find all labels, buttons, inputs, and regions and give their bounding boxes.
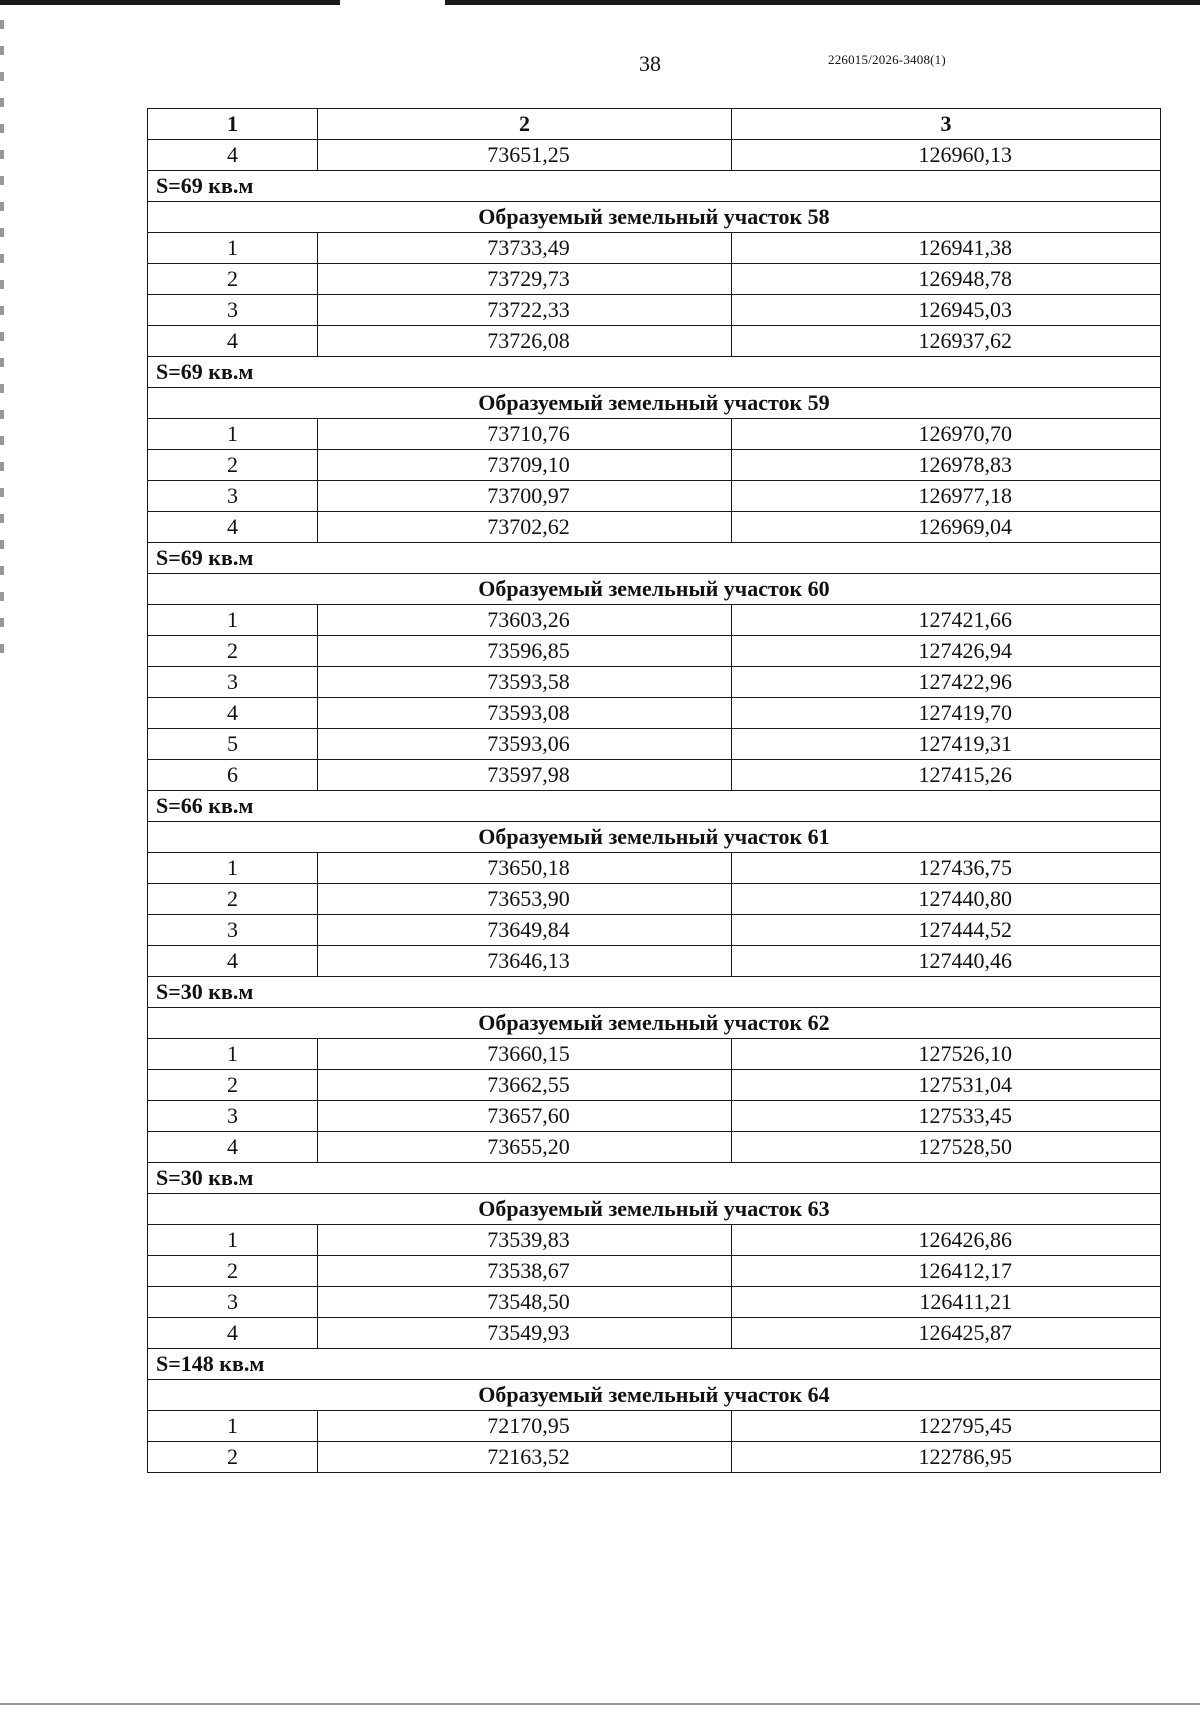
point-number-cell: 4 [148,946,318,977]
point-number-cell: 1 [148,1411,318,1442]
plot-title-row [148,1008,1161,1039]
point-number-cell: 5 [148,729,318,760]
x-coordinate-cell: 73593,06 [318,729,732,760]
plot-title: Образуемый земельный участок 61 [148,822,1161,853]
table-header-row [148,109,1161,140]
point-number-cell: 2 [148,450,318,481]
x-coordinate-cell: 73657,60 [318,1101,732,1132]
area-row [148,1163,1161,1194]
point-number-cell: 4 [148,326,318,357]
point-number-cell: 3 [148,1101,318,1132]
point-number-cell: 2 [148,1256,318,1287]
table-row [148,729,1161,760]
x-coordinate-cell: 73603,26 [318,605,732,636]
table-row [148,1225,1161,1256]
plot-title-row [148,1194,1161,1225]
point-number-cell: 2 [148,1442,318,1473]
y-coordinate-cell: 126426,86 [732,1225,1161,1256]
table-row [148,636,1161,667]
y-coordinate-cell: 127415,26 [732,760,1161,791]
point-number-cell: 3 [148,295,318,326]
table-row [148,1039,1161,1070]
point-number-cell: 1 [148,1225,318,1256]
x-coordinate-cell: 73593,58 [318,667,732,698]
scan-left-edge-marks [0,20,4,660]
y-coordinate-cell: 126425,87 [732,1318,1161,1349]
point-number-cell: 3 [148,481,318,512]
area-row [148,543,1161,574]
table-row [148,295,1161,326]
table-row [148,1318,1161,1349]
x-coordinate-cell: 72170,95 [318,1411,732,1442]
table-row [148,326,1161,357]
point-number-cell: 4 [148,140,318,171]
area-row [148,791,1161,822]
table-row [148,140,1161,171]
area-label: S=30 кв.м [148,977,1161,1008]
area-row [148,357,1161,388]
y-coordinate-cell: 127422,96 [732,667,1161,698]
point-number-cell: 4 [148,512,318,543]
y-coordinate-cell: 126411,21 [732,1287,1161,1318]
y-coordinate-cell: 127444,52 [732,915,1161,946]
table-row [148,233,1161,264]
point-number-cell: 3 [148,667,318,698]
x-coordinate-cell: 73653,90 [318,884,732,915]
table-row [148,1132,1161,1163]
plot-title-row [148,202,1161,233]
point-number-cell: 2 [148,264,318,295]
x-coordinate-cell: 73729,73 [318,264,732,295]
y-coordinate-cell: 122795,45 [732,1411,1161,1442]
y-coordinate-cell: 126960,13 [732,140,1161,171]
x-coordinate-cell: 73702,62 [318,512,732,543]
x-coordinate-cell: 73726,08 [318,326,732,357]
table-row [148,1101,1161,1132]
table-row [148,1287,1161,1318]
point-number-cell: 4 [148,1318,318,1349]
y-coordinate-cell: 126948,78 [732,264,1161,295]
x-coordinate-cell: 73662,55 [318,1070,732,1101]
area-label: S=148 кв.м [148,1349,1161,1380]
point-number-cell: 6 [148,760,318,791]
y-coordinate-cell: 127440,80 [732,884,1161,915]
y-coordinate-cell: 126970,70 [732,419,1161,450]
y-coordinate-cell: 127421,66 [732,605,1161,636]
table-row [148,667,1161,698]
y-coordinate-cell: 127531,04 [732,1070,1161,1101]
table-row [148,1411,1161,1442]
y-coordinate-cell: 127419,31 [732,729,1161,760]
coordinates-table [147,108,1161,1473]
area-label: S=69 кв.м [148,171,1161,202]
scan-top-rule [0,0,1200,5]
y-coordinate-cell: 122786,95 [732,1442,1161,1473]
plot-title: Образуемый земельный участок 62 [148,1008,1161,1039]
table-row [148,915,1161,946]
area-row [148,171,1161,202]
y-coordinate-cell: 126941,38 [732,233,1161,264]
y-coordinate-cell: 126937,62 [732,326,1161,357]
table-row [148,1256,1161,1287]
x-coordinate-cell: 73597,98 [318,760,732,791]
x-coordinate-cell: 73722,33 [318,295,732,326]
plot-title-row [148,1380,1161,1411]
area-row [148,977,1161,1008]
point-number-cell: 1 [148,605,318,636]
y-coordinate-cell: 126969,04 [732,512,1161,543]
y-coordinate-cell: 127526,10 [732,1039,1161,1070]
x-coordinate-cell: 73700,97 [318,481,732,512]
point-number-cell: 1 [148,1039,318,1070]
table-row [148,760,1161,791]
plot-title: Образуемый земельный участок 63 [148,1194,1161,1225]
x-coordinate-cell: 73549,93 [318,1318,732,1349]
y-coordinate-cell: 127436,75 [732,853,1161,884]
x-coordinate-cell: 73548,50 [318,1287,732,1318]
table-row [148,605,1161,636]
area-label: S=30 кв.м [148,1163,1161,1194]
header-cell-x: 2 [318,109,732,140]
y-coordinate-cell: 127440,46 [732,946,1161,977]
plot-title-row [148,388,1161,419]
area-label: S=69 кв.м [148,357,1161,388]
table-row [148,1442,1161,1473]
table-row [148,946,1161,977]
point-number-cell: 2 [148,1070,318,1101]
plot-title: Образуемый земельный участок 64 [148,1380,1161,1411]
scan-top-rule-gap [340,0,445,5]
x-coordinate-cell: 73709,10 [318,450,732,481]
x-coordinate-cell: 72163,52 [318,1442,732,1473]
table-row [148,512,1161,543]
x-coordinate-cell: 73650,18 [318,853,732,884]
plot-title: Образуемый земельный участок 59 [148,388,1161,419]
x-coordinate-cell: 73539,83 [318,1225,732,1256]
x-coordinate-cell: 73593,08 [318,698,732,729]
table-row [148,884,1161,915]
point-number-cell: 1 [148,419,318,450]
point-number-cell: 1 [148,233,318,264]
y-coordinate-cell: 127426,94 [732,636,1161,667]
table-row [148,419,1161,450]
x-coordinate-cell: 73538,67 [318,1256,732,1287]
point-number-cell: 3 [148,915,318,946]
y-coordinate-cell: 126977,18 [732,481,1161,512]
table-row [148,450,1161,481]
x-coordinate-cell: 73651,25 [318,140,732,171]
y-coordinate-cell: 127533,45 [732,1101,1161,1132]
y-coordinate-cell: 127419,70 [732,698,1161,729]
area-label: S=69 кв.м [148,543,1161,574]
plot-title-row [148,822,1161,853]
table-row [148,1070,1161,1101]
point-number-cell: 4 [148,698,318,729]
plot-title: Образуемый земельный участок 60 [148,574,1161,605]
x-coordinate-cell: 73660,15 [318,1039,732,1070]
point-number-cell: 1 [148,853,318,884]
area-row [148,1349,1161,1380]
page-number: 38 [639,51,661,76]
scan-bottom-rule [0,1703,1200,1705]
header-cell-y: 3 [732,109,1161,140]
document-code: 226015/2026-3408(1) [828,52,946,67]
plot-title: Образуемый земельный участок 58 [148,202,1161,233]
table-row [148,698,1161,729]
plot-title-row [148,574,1161,605]
y-coordinate-cell: 126945,03 [732,295,1161,326]
x-coordinate-cell: 73646,13 [318,946,732,977]
x-coordinate-cell: 73596,85 [318,636,732,667]
x-coordinate-cell: 73710,76 [318,419,732,450]
point-number-cell: 3 [148,1287,318,1318]
x-coordinate-cell: 73655,20 [318,1132,732,1163]
table-row [148,264,1161,295]
table-row [148,481,1161,512]
x-coordinate-cell: 73649,84 [318,915,732,946]
point-number-cell: 4 [148,1132,318,1163]
x-coordinate-cell: 73733,49 [318,233,732,264]
coordinates-table-body [148,109,1161,1473]
y-coordinate-cell: 126978,83 [732,450,1161,481]
area-label: S=66 кв.м [148,791,1161,822]
y-coordinate-cell: 126412,17 [732,1256,1161,1287]
header-cell-point: 1 [148,109,318,140]
point-number-cell: 2 [148,884,318,915]
y-coordinate-cell: 127528,50 [732,1132,1161,1163]
point-number-cell: 2 [148,636,318,667]
table-row [148,853,1161,884]
